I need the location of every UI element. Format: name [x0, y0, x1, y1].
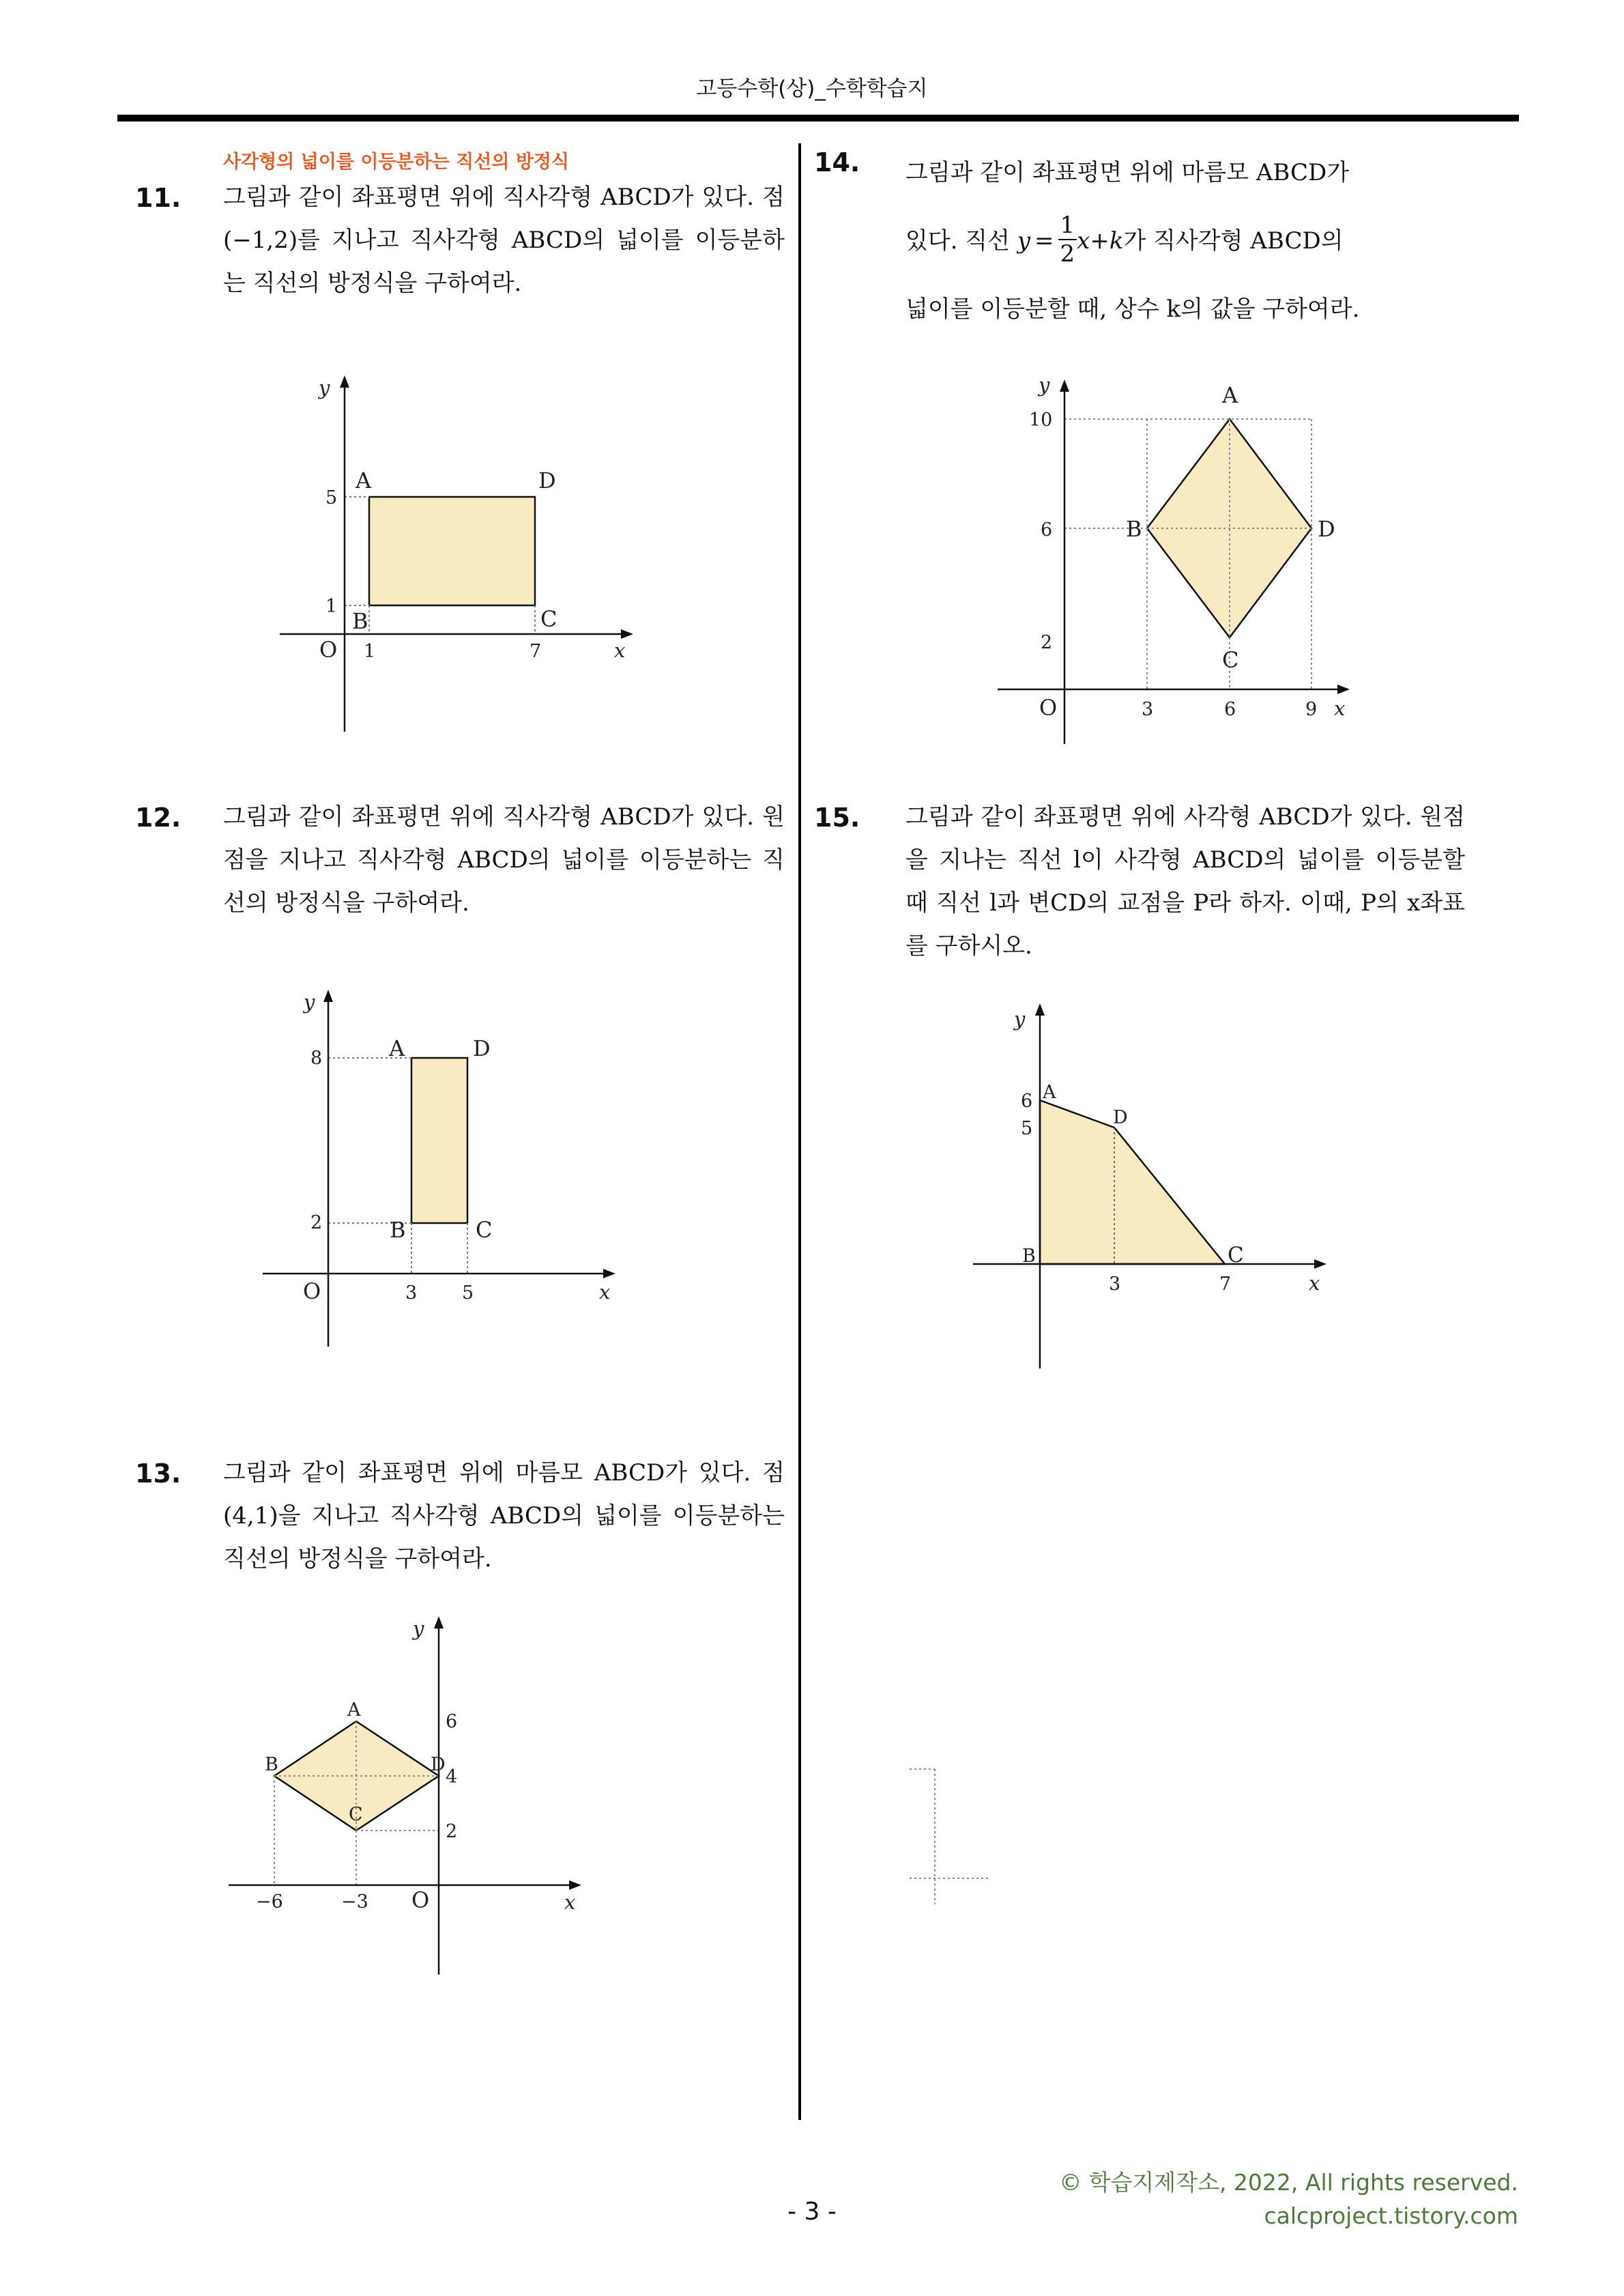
question-number-15: 15.: [814, 803, 860, 833]
label-a: A: [347, 1699, 361, 1721]
label-origin: O: [411, 1887, 430, 1913]
q14-text-a: 있다. 직선: [905, 227, 1017, 255]
tick-x-9: 9: [1305, 699, 1318, 720]
eq-rest: x+k: [1077, 227, 1124, 255]
tick-x-3: 3: [1142, 699, 1154, 720]
label-origin: O: [303, 1278, 321, 1304]
question-text-15: 그림과 같이 좌표평면 위에 사각형 ABCD가 있다. 원점을 지나는 직선 l이 사각형 ABCD의 넓이를 이등분할 때 직선 l과 변CD의 교점을 P라 하자. 이때, P의 x좌표를 구하시오.: [905, 803, 1465, 960]
tick-y-6: 6: [446, 1711, 458, 1732]
question-number-11: 11.: [135, 183, 182, 213]
tick-x-7: 7: [530, 641, 542, 662]
tick-y-6: 6: [1041, 519, 1053, 541]
question-text-13: 그림과 같이 좌표평면 위에 마름모 ABCD가 있다. 점 (4,1)을 지나고 직사각형 ABCD의 넓이를 이등분하는 직선의 방정식을 구하여라.: [223, 1459, 785, 1573]
label-x-axis: x: [564, 1891, 576, 1914]
page-header-title: 고등수학(상)_수학학습지: [696, 76, 928, 101]
label-y-axis: y: [304, 990, 315, 1014]
page-number: - 3 -: [787, 2198, 837, 2226]
tick-x-3: 3: [1109, 1274, 1121, 1295]
label-a: A: [389, 1035, 405, 1061]
question-text-11: 그림과 같이 좌표평면 위에 직사각형 ABCD가 있다. 점 (−1,2)를 지나고 직사각형 ABCD의 넓이를 이등분하는 직선의 방정식을 구하여라.: [223, 184, 785, 297]
fraction-numerator: 1: [1058, 212, 1077, 240]
tick-y-5: 5: [1021, 1118, 1033, 1139]
tick-y-2: 2: [446, 1821, 458, 1842]
footer-site-link[interactable]: calcproject.tistory.com: [1264, 2202, 1518, 2229]
label-y-axis: y: [1014, 1007, 1026, 1031]
label-b: B: [352, 608, 368, 634]
fraction-denominator: 2: [1060, 240, 1075, 268]
q14-text-b: 가 직사각형 ABCD의: [1123, 227, 1344, 255]
eq-y: y: [1017, 227, 1031, 255]
label-origin: O: [319, 637, 338, 663]
label-d: D: [1318, 516, 1335, 542]
label-d: D: [538, 468, 556, 493]
label-a: A: [1222, 382, 1238, 408]
label-y-axis: y: [1039, 373, 1050, 397]
label-c: C: [476, 1217, 493, 1243]
tick-y-10: 10: [1029, 410, 1053, 431]
label-y-axis: y: [319, 376, 330, 399]
section-topic: 사각형의 넓이를 이등분하는 직선의 방정식: [223, 152, 570, 173]
tick-x-7: 7: [1219, 1274, 1232, 1295]
question-number-12: 12.: [135, 803, 182, 833]
label-y-axis: y: [413, 1617, 424, 1640]
tick-y-2: 2: [1041, 632, 1053, 653]
tick-x-1: 1: [364, 641, 376, 662]
eq-equals: =: [1034, 227, 1054, 255]
tick-y-1: 1: [325, 596, 338, 617]
question-14-line-1: 그림과 같이 좌표평면 위에 마름모 ABCD가: [905, 159, 1350, 186]
label-a: A: [356, 468, 372, 493]
label-x-axis: x: [1309, 1272, 1320, 1295]
tick-y-4: 4: [446, 1766, 458, 1788]
tick-x-3: 3: [405, 1282, 418, 1304]
label-d: D: [431, 1754, 446, 1775]
label-d: D: [473, 1035, 491, 1061]
label-b: B: [390, 1217, 406, 1243]
label-x-axis: x: [614, 639, 626, 662]
question-text-12: 그림과 같이 좌표평면 위에 직사각형 ABCD가 있다. 원점을 지나고 직사각형 ABCD의 넓이를 이등분하는 직선의 방정식을 구하여라.: [223, 803, 785, 917]
label-c: C: [349, 1804, 363, 1825]
label-x-axis: x: [1334, 697, 1346, 720]
label-b: B: [265, 1754, 278, 1775]
label-a: A: [1043, 1082, 1056, 1103]
tick-x-neg6: −6: [256, 1891, 283, 1912]
tick-x-5: 5: [462, 1282, 474, 1304]
label-c: C: [1222, 647, 1239, 673]
label-x-axis: x: [599, 1280, 611, 1304]
tick-y-8: 8: [310, 1048, 323, 1069]
footer-copyright: © 학습지제작소, 2022, All rights reserved.: [1059, 2169, 1518, 2196]
tick-x-neg3: −3: [341, 1891, 368, 1912]
tick-y-2: 2: [310, 1212, 323, 1233]
label-b: B: [1022, 1246, 1036, 1267]
tick-y-5: 5: [325, 487, 338, 508]
question-number-14: 14.: [814, 147, 860, 177]
label-origin: O: [1039, 695, 1058, 721]
question-number-13: 13.: [135, 1459, 182, 1489]
tick-y-6: 6: [1021, 1091, 1033, 1112]
label-c: C: [540, 606, 557, 632]
label-b: B: [1126, 516, 1142, 542]
question-14-line-3: 넓이를 이등분할 때, 상수 k의 값을 구하여라.: [905, 296, 1360, 323]
label-d: D: [1113, 1107, 1128, 1128]
label-c: C: [1228, 1243, 1244, 1267]
tick-x-6: 6: [1224, 699, 1236, 720]
